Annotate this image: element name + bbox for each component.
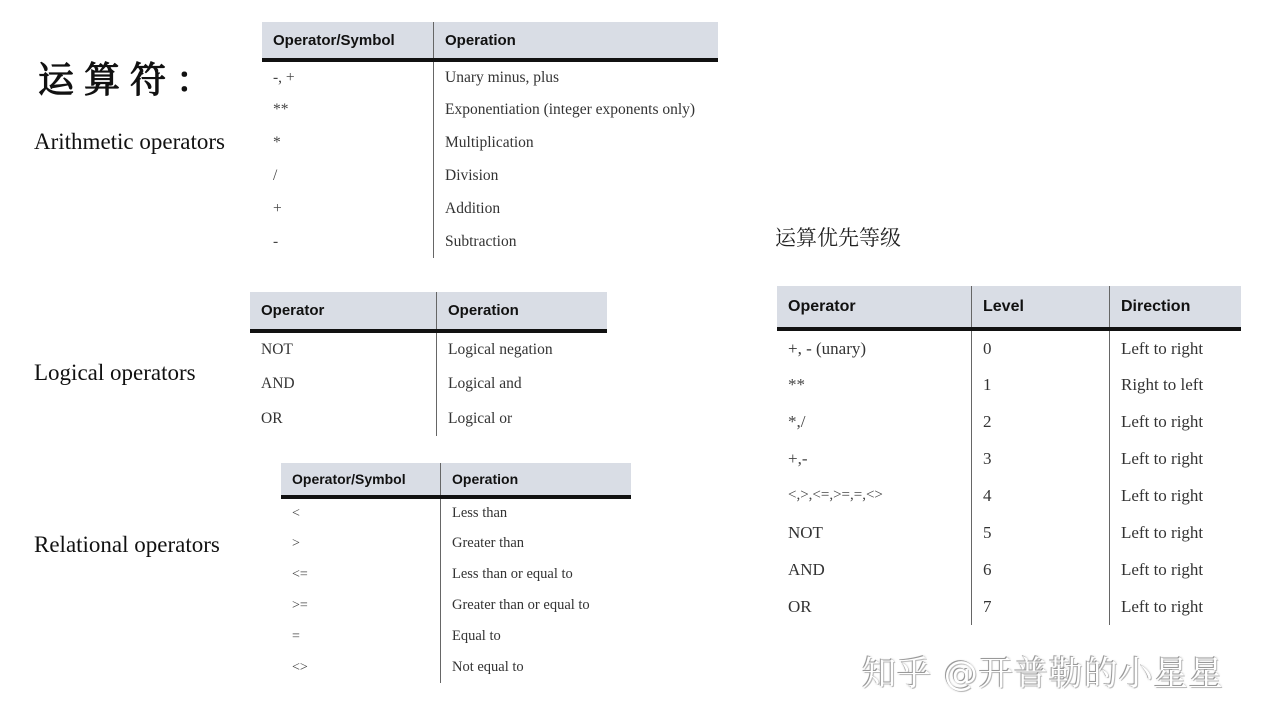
table-row <box>281 621 631 652</box>
arithmetic-operators-table <box>262 22 718 258</box>
direction-cell: Left to right <box>1110 329 1242 366</box>
operator-cell: AND <box>788 559 825 579</box>
operator-precedence-table <box>777 286 1241 625</box>
operation-cell: Logical and <box>437 366 608 401</box>
operator-cell: <= <box>292 566 308 582</box>
operator-cell: = <box>292 628 300 644</box>
level-cell: 3 <box>972 440 1110 477</box>
table-row <box>250 366 607 401</box>
table-row <box>777 588 1241 625</box>
table-row <box>777 366 1241 403</box>
column-header: Level <box>972 286 1110 329</box>
table-row <box>262 225 718 258</box>
operation-cell: Unary minus, plus <box>434 60 719 93</box>
level-cell: 7 <box>972 588 1110 625</box>
watermark: 知乎 @开普勒的小星星 <box>862 654 1224 694</box>
operation-cell: Subtraction <box>434 225 719 258</box>
operation-cell: Less than or equal to <box>441 559 632 590</box>
table-row <box>262 126 718 159</box>
direction-cell: Left to right <box>1110 514 1242 551</box>
table-row <box>250 331 607 366</box>
table-row <box>262 93 718 126</box>
operation-cell: Addition <box>434 192 719 225</box>
table-row <box>281 652 631 683</box>
operator-cell: - <box>273 232 279 250</box>
precedence-title: 运算优先等级 <box>775 226 901 250</box>
page-title: 运算符： <box>38 59 223 101</box>
operation-cell: Logical negation <box>437 331 608 366</box>
table-row <box>777 440 1241 477</box>
table-row <box>777 329 1241 366</box>
operation-cell: Greater than <box>441 528 632 559</box>
operation-cell: Greater than or equal to <box>441 590 632 621</box>
direction-cell: Left to right <box>1110 551 1242 588</box>
column-header: Operation <box>434 22 719 60</box>
table-row <box>281 497 631 528</box>
operator-cell: > <box>292 535 300 551</box>
level-cell: 1 <box>972 366 1110 403</box>
operator-cell: AND <box>261 374 295 392</box>
relational-operators-label: Relational operators <box>34 532 220 557</box>
table-row <box>250 401 607 436</box>
table-row <box>777 514 1241 551</box>
operator-cell: + <box>273 199 282 217</box>
operator-cell: <,>,<=,>=,=,<> <box>788 487 883 503</box>
direction-cell: Left to right <box>1110 403 1242 440</box>
column-header: Operator/Symbol <box>262 22 434 60</box>
operator-cell: OR <box>261 409 283 427</box>
level-cell: 4 <box>972 477 1110 514</box>
operator-cell: +, - (unary) <box>788 338 867 358</box>
operation-cell: Equal to <box>441 621 632 652</box>
operator-cell: ** <box>273 100 289 118</box>
operation-cell: Multiplication <box>434 126 719 159</box>
operator-cell: +,- <box>788 448 808 468</box>
table-row <box>281 590 631 621</box>
column-header: Operation <box>437 292 608 331</box>
table-row <box>777 551 1241 588</box>
column-header: Operator <box>777 286 972 329</box>
operator-cell: ** <box>788 374 805 394</box>
logical-operators-label: Logical operators <box>34 360 196 385</box>
table-row <box>281 528 631 559</box>
operator-cell: OR <box>788 596 812 616</box>
operator-cell: *,/ <box>788 411 806 431</box>
operator-cell: / <box>273 166 278 184</box>
table-row <box>262 192 718 225</box>
operation-cell: Less than <box>441 497 632 528</box>
column-header: Direction <box>1110 286 1242 329</box>
table-row <box>777 477 1241 514</box>
operation-cell: Division <box>434 159 719 192</box>
table-row <box>777 403 1241 440</box>
level-cell: 2 <box>972 403 1110 440</box>
logical-operators-table <box>250 292 607 436</box>
direction-cell: Right to left <box>1110 366 1242 403</box>
operator-cell: NOT <box>261 340 293 358</box>
level-cell: 0 <box>972 329 1110 366</box>
operation-cell: Exponentiation (integer exponents only) <box>434 93 719 126</box>
level-cell: 5 <box>972 514 1110 551</box>
table-row <box>262 159 718 192</box>
table-row <box>281 559 631 590</box>
table-row <box>262 60 718 93</box>
operator-cell: < <box>292 505 300 521</box>
direction-cell: Left to right <box>1110 440 1242 477</box>
operator-cell: NOT <box>788 522 823 542</box>
operation-cell: Not equal to <box>441 652 632 683</box>
operation-cell: Logical or <box>437 401 608 436</box>
operator-cell: * <box>273 133 281 151</box>
operator-cell: -, + <box>273 68 295 86</box>
relational-operators-table <box>281 463 631 683</box>
direction-cell: Left to right <box>1110 588 1242 625</box>
arithmetic-operators-label: Arithmetic operators <box>34 129 225 154</box>
column-header: Operation <box>441 463 632 497</box>
direction-cell: Left to right <box>1110 477 1242 514</box>
column-header: Operator/Symbol <box>281 463 441 497</box>
operator-cell: >= <box>292 597 308 613</box>
level-cell: 6 <box>972 551 1110 588</box>
column-header: Operator <box>250 292 437 331</box>
operator-cell: <> <box>292 659 308 675</box>
